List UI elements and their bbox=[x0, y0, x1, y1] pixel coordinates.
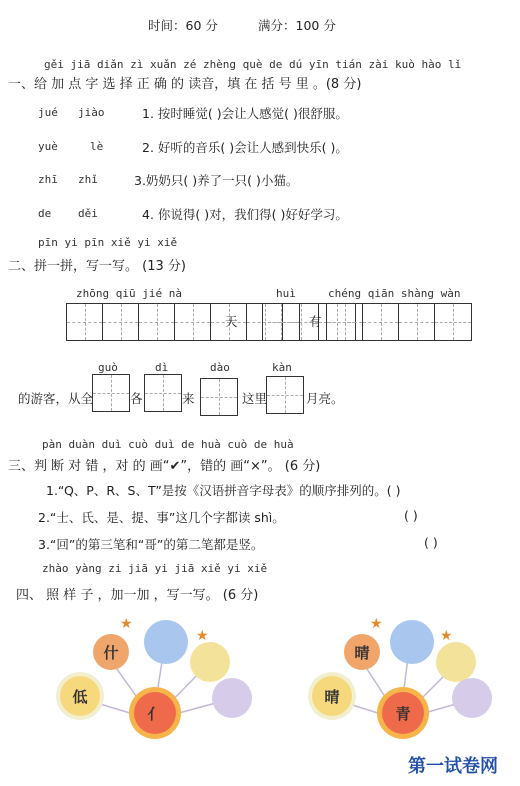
s3-item3-paren[interactable]: ( ) bbox=[424, 535, 438, 550]
s3-title: 三、判 断 对 错 ，对 的 画“✔”，错的 画“×”。 (6 分) bbox=[8, 459, 321, 474]
s2-line2-e: 月亮。 bbox=[306, 391, 344, 406]
s3-item2-paren[interactable]: ( ) bbox=[404, 508, 418, 523]
s2-pinyin-a: zhōng qiū jié nà bbox=[76, 287, 182, 300]
s2-line2-d: 这里 bbox=[242, 391, 268, 406]
writing-grid-d[interactable] bbox=[92, 374, 130, 412]
s1-pinyin: gěi jiā diǎn zì xuǎn zé zhèng què de dú yīn tián zài kuò hào lǐ bbox=[44, 58, 462, 71]
writing-grid-f[interactable] bbox=[200, 378, 238, 416]
planet-purple-left bbox=[212, 678, 252, 718]
star-icon: ★ bbox=[370, 616, 383, 632]
watermark-logo: 第一试卷网 bbox=[408, 756, 498, 777]
planet-yellow-right bbox=[436, 642, 476, 682]
s2-pinyin-kan: kàn bbox=[272, 361, 292, 374]
writing-grid-b[interactable] bbox=[262, 303, 300, 341]
s2-pinyin-c: chéng qiān shàng wàn bbox=[328, 287, 461, 300]
s2-pinyin-di: dì bbox=[155, 361, 169, 374]
s3-item3: 3.“回”的第三笔和“哥”的第二笔都是竖。 bbox=[38, 537, 264, 552]
s2-pinyin-guo: guò bbox=[98, 361, 118, 374]
s2-pinyin-dao: dào bbox=[210, 361, 230, 374]
planet-blue-right bbox=[390, 620, 434, 664]
s2-line2-b: 各 bbox=[130, 391, 143, 406]
planet-qing-left: 晴 bbox=[312, 676, 352, 716]
s1-row2-text: 2. 好听的音乐( )会让人感到快乐( )。 bbox=[142, 140, 348, 155]
s4-title: 四、 照 样 子 ，加一加 ，写一写。 (6 分) bbox=[16, 588, 259, 603]
s2-pinyin: pīn yi pīn xiě yi xiě bbox=[38, 236, 178, 249]
exam-score: 满分：100 分 bbox=[258, 18, 336, 33]
planet-purple-right bbox=[452, 678, 492, 718]
s3-pinyin: pàn duàn duì cuò duì de huà cuò de huà bbox=[42, 438, 294, 451]
s4-pinyin: zhào yàng zi jiā yi jiā xiě yi xiě bbox=[42, 562, 268, 575]
planet-qing-top: 晴 bbox=[344, 634, 380, 670]
star-icon: ★ bbox=[440, 628, 453, 644]
s1-row1-a: jué bbox=[38, 106, 58, 119]
exam-time: 时间：60 分 bbox=[148, 18, 218, 33]
s1-row2-a: yuè bbox=[38, 140, 58, 153]
s2-word-tian: 天 bbox=[225, 314, 238, 329]
s3-item2: 2.“士、氏、是、提、事”这几个字都读 shì。 bbox=[38, 510, 285, 525]
s2-line2-a: 的游客，从全 bbox=[18, 391, 94, 406]
s2-word-you: 有 bbox=[309, 314, 322, 329]
s1-row3-a: zhī bbox=[38, 173, 58, 186]
sun-ren: 亻 bbox=[134, 692, 176, 734]
s1-row1-b: jiào bbox=[78, 106, 105, 119]
writing-grid-c[interactable] bbox=[326, 303, 472, 341]
s1-row2-b: lè bbox=[90, 140, 104, 153]
planet-shi: 什 bbox=[93, 634, 129, 670]
s1-row4-b: děi bbox=[78, 207, 98, 220]
writing-grid-g[interactable] bbox=[266, 376, 304, 414]
planet-yellow-left bbox=[190, 642, 230, 682]
star-icon: ★ bbox=[120, 616, 133, 632]
planet-di: 低 bbox=[60, 676, 100, 716]
s2-line2-c: 来 bbox=[182, 391, 195, 406]
s1-row4-a: de bbox=[38, 207, 52, 220]
planet-blue-left bbox=[144, 620, 188, 664]
s1-row3-text: 3.奶奶只( )养了一只( )小猫。 bbox=[134, 173, 299, 188]
s1-title: 一、给 加 点 字 选 择 正 确 的 读音，填 在 括 号 里 。(8 分) bbox=[8, 77, 362, 92]
s3-item1: 1.“Q、P、R、S、T”是按《汉语拼音字母表》的顺序排列的。( ) bbox=[46, 483, 401, 498]
sun-qing: 青 bbox=[382, 692, 424, 734]
s1-row1-text: 1. 按时睡觉( )会让人感觉( )很舒服。 bbox=[142, 106, 348, 121]
s1-row4-text: 4. 你说得( )对，我们得( )好好学习。 bbox=[142, 207, 348, 222]
writing-grid-e[interactable] bbox=[144, 374, 182, 412]
s2-title: 二、拼一拼，写一写。 (13 分) bbox=[8, 259, 186, 274]
star-icon: ★ bbox=[196, 628, 209, 644]
s2-pinyin-b: huì bbox=[276, 287, 296, 300]
s1-row3-b: zhǐ bbox=[78, 173, 98, 186]
